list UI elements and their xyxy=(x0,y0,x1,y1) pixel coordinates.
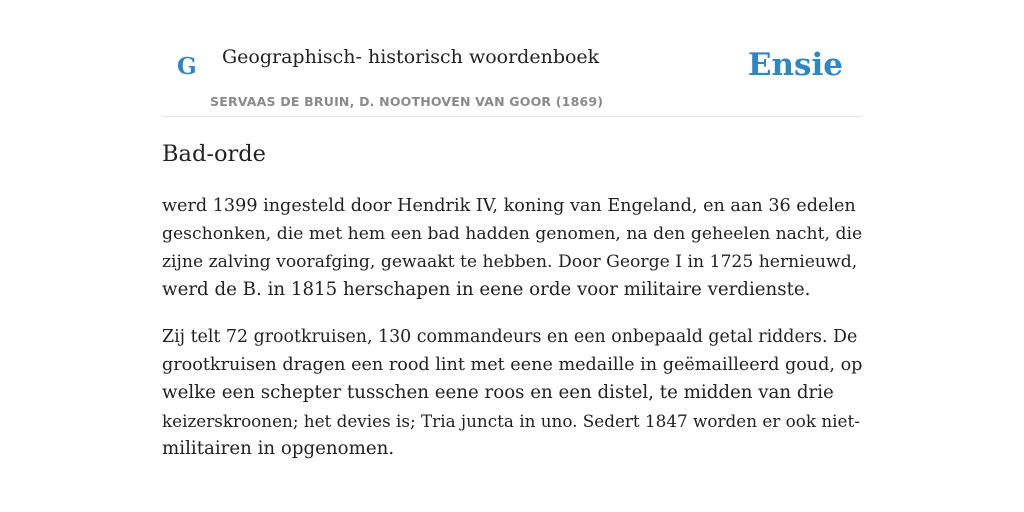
page xyxy=(162,0,863,459)
ensie-logo-link[interactable]: Ensie xyxy=(747,47,843,83)
paragraph-line: welke een schepter tusschen eene roos en een distel, te midden van drie xyxy=(162,382,834,403)
book-title[interactable]: Geographisch- historisch woordenboek xyxy=(222,46,600,68)
entry-paragraph xyxy=(162,192,862,304)
paragraph-line: keizerskroonen; het devies is; Tria juncta in uno. Sedert 1847 worden er ook niet- xyxy=(162,411,860,431)
paragraph-line: werd 1399 ingesteld door Hendrik IV, koning van Engeland, en aan 36 edelen xyxy=(162,196,856,216)
entry-title: Bad-orde xyxy=(162,141,266,167)
paragraph-line: militairen in opgenomen. xyxy=(162,438,395,459)
paragraph-line: werd de B. in 1815 herschapen in eene orde voor militaire verdienste. xyxy=(162,279,811,300)
book-authors: SERVAAS DE BRUIN, D. NOOTHOVEN VAN GOOR (1869) xyxy=(210,94,604,109)
paragraph-line: grootkruisen dragen een rood lint met eene medaille in geëmailleerd goud, op xyxy=(162,355,863,375)
book-initial-icon[interactable]: G xyxy=(177,53,197,80)
paragraph-line: Zij telt 72 grootkruisen, 130 commandeurs en een onbepaald getal ridders. De xyxy=(162,327,858,347)
entry-paragraph xyxy=(162,323,862,463)
header xyxy=(162,0,862,117)
paragraph-line: geschonken, die met hem een bad hadden genomen, na den geheelen nacht, die xyxy=(162,224,863,244)
paragraph-line: zijne zalving voorafging, gewaakt te hebben. Door George I in 1725 hernieuwd, xyxy=(162,252,858,272)
